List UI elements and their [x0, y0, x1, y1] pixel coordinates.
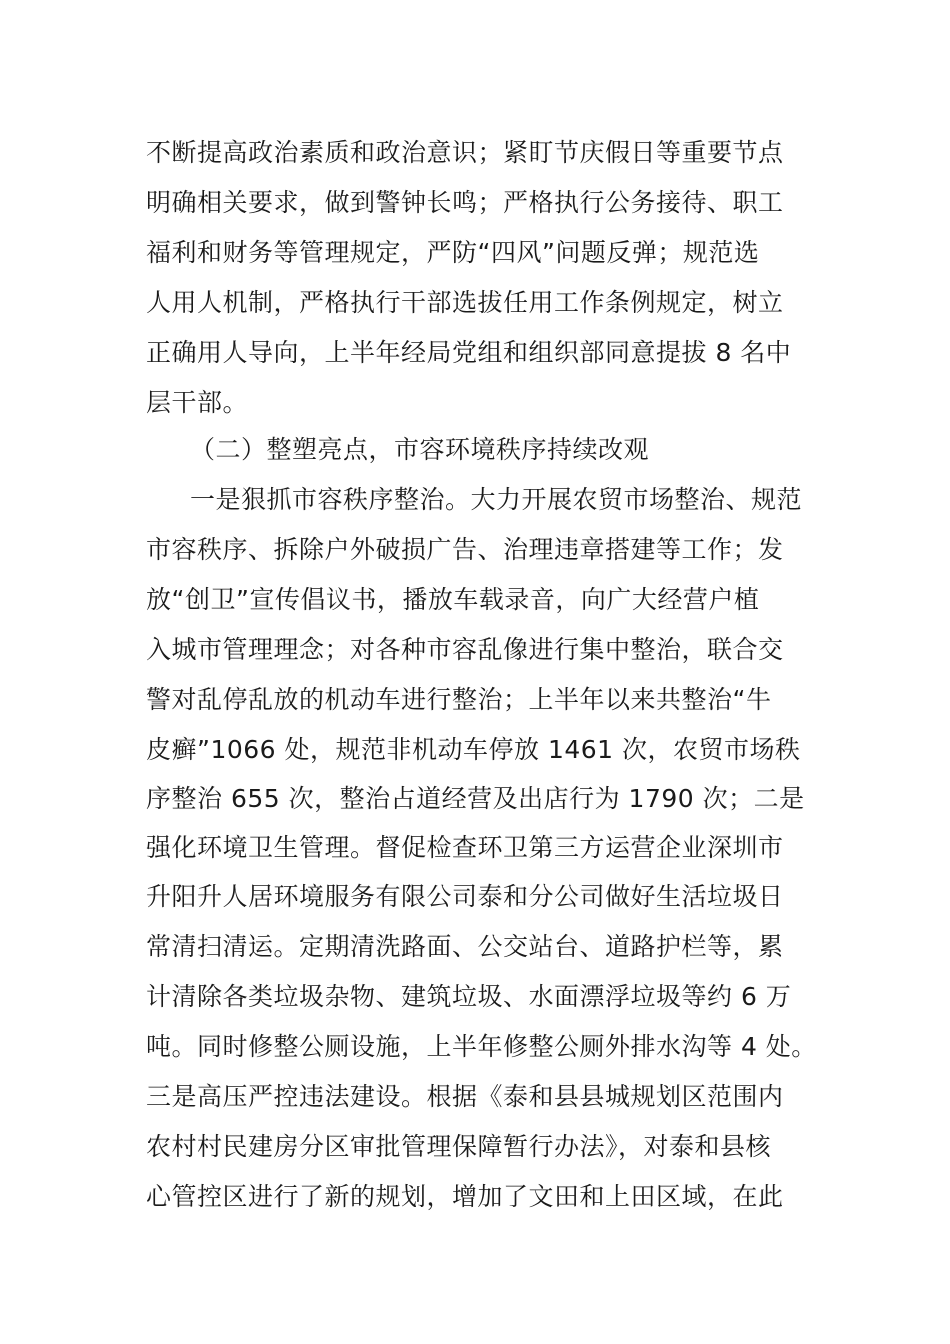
text-line-13: 皮癣”1066 处，规范非机动车停放 1461 次，农贸市场秩	[146, 735, 801, 764]
text-line-15: 强化环境卫生管理。督促检查环卫第三方运营企业深圳市	[146, 833, 784, 862]
text-line-20: 三是高压严控违法建设。根据《泰和县县城规划区范围内	[146, 1082, 784, 1111]
text-line-8: 一是狠抓市容秩序整治。大力开展农贸市场整治、规范	[190, 485, 803, 514]
text-line-3: 福利和财务等管理规定，严防“四风”问题反弹；规范选	[146, 238, 760, 267]
text-line-14: 序整治 655 次，整治占道经营及出店行为 1790 次；二是	[146, 784, 805, 813]
text-line-18: 计清除各类垃圾杂物、建筑垃圾、水面漂浮垃圾等约 6 万	[146, 982, 792, 1011]
text-line-10: 放“创卫”宣传倡议书，播放车载录音，向广大经营户植	[146, 585, 760, 614]
text-line-11: 入城市管理理念；对各种市容乱像进行集中整治，联合交	[146, 635, 784, 664]
text-line-2: 明确相关要求，做到警钟长鸣；严格执行公务接待、职工	[146, 188, 784, 217]
text-line-12: 警对乱停乱放的机动车进行整治；上半年以来共整治“牛	[146, 685, 772, 714]
text-line-1: 不断提高政治素质和政治意识；紧盯节庆假日等重要节点	[146, 138, 784, 167]
text-line-16: 升阳升人居环境服务有限公司泰和分公司做好生活垃圾日	[146, 882, 784, 911]
text-line-17: 常清扫清运。定期清洗路面、公交站台、道路护栏等，累	[146, 932, 784, 961]
text-line-6: 层干部。	[146, 388, 249, 417]
text-line-9: 市容秩序、拆除户外破损广告、治理违章搭建等工作；发	[146, 535, 784, 564]
text-line-5: 正确用人导向，上半年经局党组和组织部同意提拔 8 名中	[146, 338, 792, 367]
section-heading: （二）整塑亮点，市容环境秩序持续改观	[190, 435, 650, 464]
text-line-4: 人用人机制，严格执行干部选拔任用工作条例规定，树立	[146, 288, 784, 317]
text-line-21: 农村村民建房分区审批管理保障暂行办法》，对泰和县核	[146, 1132, 772, 1161]
text-line-19: 吨。同时修整公厕设施，上半年修整公厕外排水沟等 4 处。	[146, 1032, 817, 1061]
text-line-22: 心管控区进行了新的规划，增加了文田和上田区域，在此	[146, 1182, 784, 1211]
